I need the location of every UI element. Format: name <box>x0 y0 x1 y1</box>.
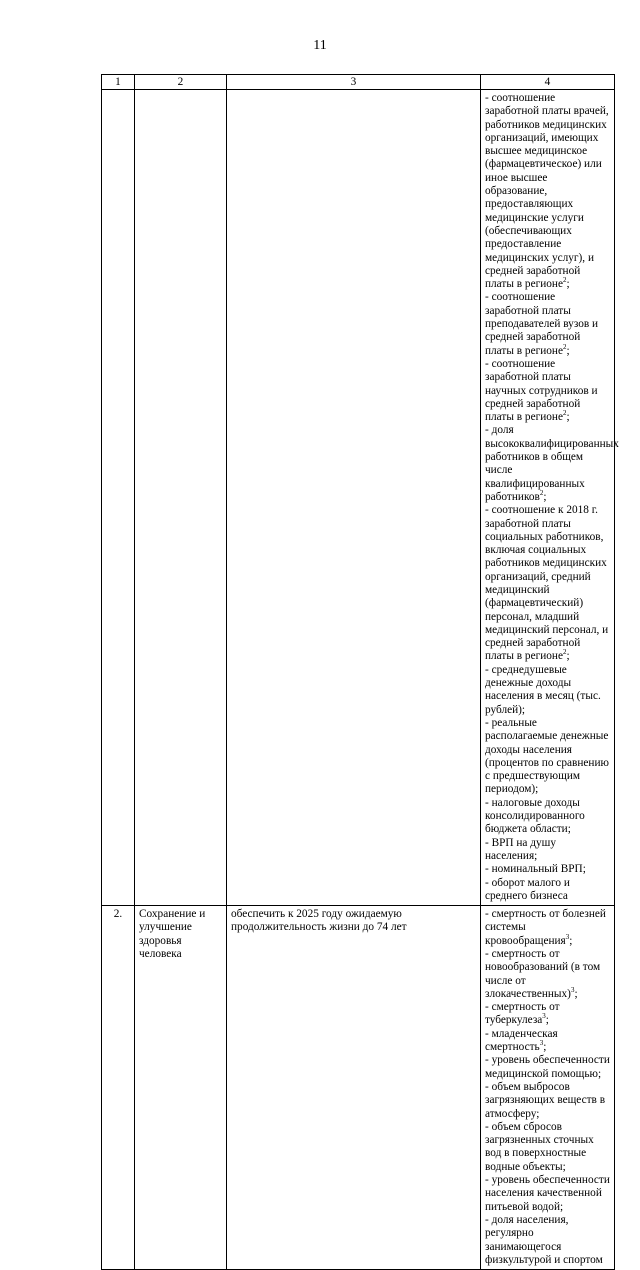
row2-target-cell: обеспечить к 2025 году ожидаемую продолжительность жизни до 74 лет <box>227 906 481 1270</box>
indicator-item: - соотношение заработной платы преподавателей вузов и средней заработной платы в регионе$^2$; <box>485 291 599 357</box>
footnote-marker: 2 <box>562 409 567 418</box>
table-row <box>102 906 615 1270</box>
indicator-item: - среднедушевые денежные доходы населения в месяц (тыс. рублей); <box>485 663 601 716</box>
footnote-marker: 3 <box>570 986 575 995</box>
header-cell-3: 3 <box>227 75 481 90</box>
row2-goal-cell: Сохранение и улучшение здоровья человека <box>135 906 227 1270</box>
footnote-marker: 3 <box>542 1012 546 1021</box>
indicator-item: - смертность от туберкулеза$^3$; <box>485 1001 560 1027</box>
indicator-item: - объем выбросов загрязняющих веществ в атмосферу; <box>485 1080 606 1120</box>
header-cell-1: 1 <box>102 75 135 90</box>
indicator-item: - младенческая смертность$^3$; <box>485 1027 558 1054</box>
indicator-item: - реальные располагаемые денежные доходы населения (процентов по сравнению с предшествующим периодом); <box>485 716 609 796</box>
footnote-marker: 3 <box>539 1039 544 1048</box>
header-cell-4: 4 <box>481 75 615 90</box>
row1-goal-cell <box>135 90 227 906</box>
footnote-marker: 2 <box>562 276 567 285</box>
indicator-item: - соотношение к 2018 г. заработной платы социальных работников, включая социальных работников медицинских организаций, средний медицинский (фармацевтический) персонал, младший медицинский персонал, и средней заработной платы в регионе$^2$; <box>485 504 609 663</box>
indicator-item: - доля высококвалифицированных работников в общем числе квалифицированных работников$^2$; <box>485 424 619 503</box>
indicator-table <box>101 74 619 1270</box>
table-header-row <box>102 75 615 90</box>
header-cell-2: 2 <box>135 75 227 90</box>
row2-number-cell: 2. <box>102 906 135 1270</box>
indicator-item: - смертность от болезней системы кровообращения$^3$; <box>485 908 606 947</box>
indicator-item: - смертность от новообразований (в том числе от злокачественных)$^3$; <box>485 948 601 1000</box>
footnote-marker: 2 <box>562 342 567 351</box>
indicator-item: - объем сбросов загрязненных сточных вод в поверхностные водные объекты; <box>485 1120 594 1173</box>
row2-indicators-cell <box>481 906 615 1270</box>
indicator-item: - налоговые доходы консолидированного бюджета области; <box>485 796 585 836</box>
footnote-marker: 2 <box>562 648 567 657</box>
row1-indicators-cell <box>481 90 619 906</box>
footnote-marker: 2 <box>539 489 544 498</box>
row1-target-cell <box>227 90 481 906</box>
row1-number-cell <box>102 90 135 906</box>
indicator-item: - оборот малого и среднего бизнеса <box>485 876 570 902</box>
indicator-item: - уровень обеспеченности медицинской помощью; <box>485 1054 610 1080</box>
indicator-item: - соотношение заработной платы врачей, работников медицинских организаций, имеющих высшее медицинское (фармацевтическое) или иное высшее образование, предоставляющих медицинские услуги (обеспечивающих предоставление медицинских услуг), и средней заработной платы в регионе$^2$; <box>485 92 609 291</box>
indicator-item: - номинальный ВРП; <box>485 863 586 876</box>
indicator-item: - соотношение заработной платы научных сотрудников и средней заработной платы в регионе$^2$; <box>485 357 598 424</box>
indicator-item: - ВРП на душу населения; <box>485 836 557 862</box>
table-row <box>102 90 615 906</box>
page-number: 11 <box>313 38 327 53</box>
footnote-marker: 3 <box>565 932 570 941</box>
indicator-item: - уровень обеспеченности населения качественной питьевой водой; <box>485 1174 610 1213</box>
indicator-item: - доля населения, регулярно занимающегося физкультурой и спортом <box>485 1213 603 1266</box>
